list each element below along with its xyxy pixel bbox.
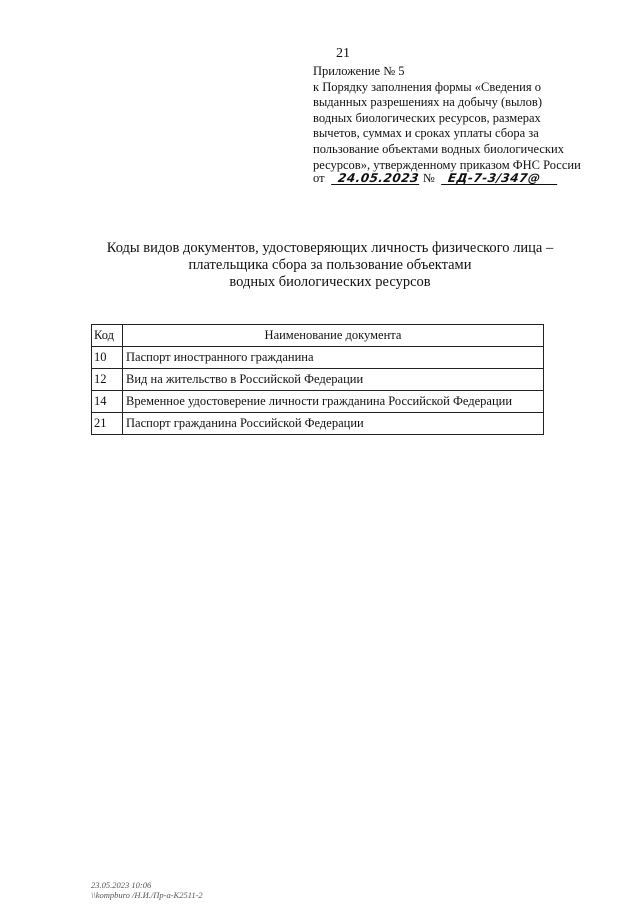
title-line: водных биологических ресурсов (229, 274, 431, 290)
page-number: 21 (336, 46, 350, 61)
footer-file-path: \\kompburo /Н.И./Пр-а-К2511-2 (91, 890, 203, 900)
table-row (92, 347, 544, 369)
cell-document-name: Вид на жительство в Российской Федерации (123, 369, 544, 391)
table-row (92, 369, 544, 391)
cell-code: 12 (92, 369, 123, 391)
document-title (80, 240, 580, 291)
footer-stamp (91, 880, 203, 900)
handwritten-date: 24.05.2023 (331, 172, 421, 185)
cell-code: 10 (92, 347, 123, 369)
table-header-row (92, 325, 544, 347)
document-codes-table (91, 324, 544, 435)
cell-document-name: Паспорт иностранного гражданина (123, 347, 544, 369)
cell-code: 14 (92, 391, 123, 413)
from-label: от (313, 171, 325, 185)
table-row (92, 413, 544, 435)
header-code: Код (92, 325, 123, 347)
number-label: № (422, 171, 435, 185)
appendix-line: пользование объектами водных биологических (313, 141, 564, 156)
title-line: плательщика сбора за пользование объектами (188, 257, 472, 273)
handwritten-order-number: ЕД-7-3/347@ (441, 172, 559, 185)
footer-timestamp: 23.05.2023 10:06 (91, 880, 152, 890)
header-document-name: Наименование документа (123, 325, 544, 347)
cell-document-name: Паспорт гражданина Российской Федерации (123, 413, 544, 435)
appendix-line: выданных разрешениях на добычу (вылов) (313, 95, 542, 110)
cell-document-name: Временное удостоверение личности гражданина Российской Федерации (123, 391, 544, 413)
table-row (92, 391, 544, 413)
appendix-line: к Порядку заполнения формы «Сведения о (313, 79, 541, 94)
appendix-line: вычетов, суммах и сроках уплаты сбора за (313, 126, 539, 141)
title-line: Коды видов документов, удостоверяющих личность физического лица – (106, 240, 554, 256)
appendix-line: Приложение № 5 (313, 64, 405, 78)
cell-code: 21 (92, 413, 123, 435)
appendix-header (313, 64, 613, 173)
appendix-line: водных биологических ресурсов, размерах (313, 110, 541, 125)
appendix-line: ресурсов», утвержденному приказом ФНС России (313, 157, 581, 172)
order-reference (313, 171, 558, 186)
